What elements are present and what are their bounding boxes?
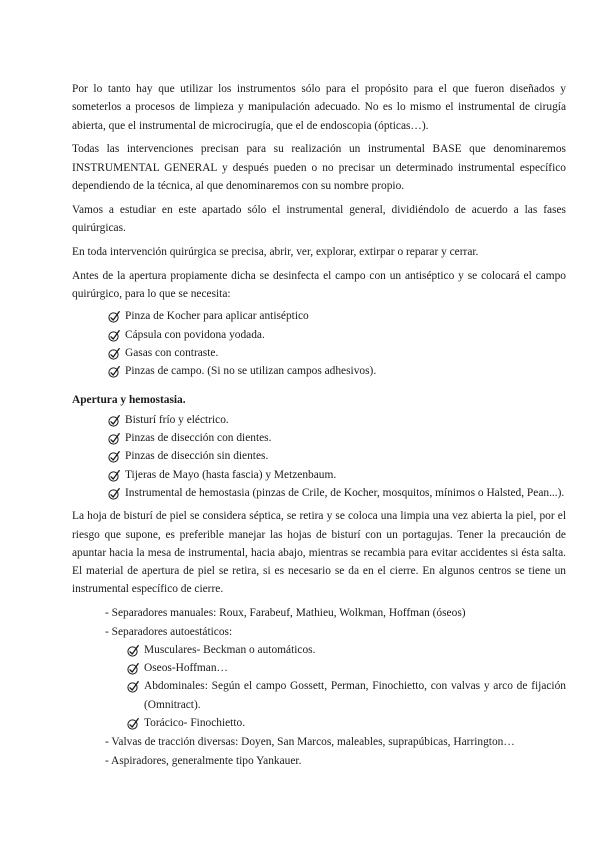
list-item (72, 344, 566, 362)
list-item (72, 714, 566, 732)
list-item-text: Bisturí frío y eléctrico. (125, 413, 229, 426)
list-item (72, 484, 566, 502)
list-self-retaining-retractors (72, 641, 566, 732)
paragraph-intro: Por lo tanto hay que utilizar los instrumentos sólo para el propósito para el que fueron diseñados y someterlos a procesos de limpieza y manipulación adecuado. No es lo mismo el instrumental de cirugía abierta, que el instrumental de microcirugía, que el de endoscopia (ópticas…). (72, 83, 566, 132)
dash-item-aspirators: - Aspiradores, generalmente tipo Yankauer. (105, 754, 302, 767)
dash-item-traction-valves: - Valvas de tracción diversas: Doyen, San Marcos, maleables, suprapúbicas, Harrington… (105, 736, 515, 749)
section-heading: Apertura y hemostasia. (72, 394, 186, 407)
list-item (72, 677, 566, 714)
circled-check-icon (108, 451, 120, 463)
list-item-text: Torácico- Finochietto. (144, 717, 246, 729)
list-item (72, 307, 566, 325)
circled-check-icon (108, 470, 120, 482)
list-item (72, 659, 566, 677)
list-item-text: Instrumental de hemostasia (pinzas de Crile, de Kocher, mosquitos, mínimos o Halsted, Pean...). (125, 486, 565, 499)
circled-check-icon (108, 488, 120, 500)
paragraph-scalpel-blade: La hoja de bisturí de piel se considera séptica, se retira y se coloca una limpia una vez abierta la piel, por el riesgo que supone, es preferible manejar las hojas de bisturí con un portagujas. Tener la precaución de apuntar hacia la mesa de instrumental, hacia abajo, mientras se recambia para evitar accidentes si ésta salta. El material de apertura de piel se retira, si es necesario se da en el cierre. En algunos centros se tiene un instrumental específico de cierre. (72, 510, 566, 596)
list-item (72, 326, 566, 344)
list-item-text: Pinza de Kocher para aplicar antiséptico (125, 310, 309, 323)
list-item (72, 447, 566, 465)
circled-check-icon (108, 348, 120, 360)
list-item-text: Pinzas de campo. (Si no se utilizan campos adhesivos). (125, 365, 377, 378)
circled-check-icon (108, 433, 120, 445)
list-item (72, 411, 566, 429)
list-item (72, 466, 566, 484)
list-item-text: Pinzas de disección sin dientes. (125, 450, 269, 463)
list-item-text: Pinzas de disección con dientes. (125, 432, 272, 445)
list-disinfection (72, 307, 566, 380)
list-item-text: Oseos-Hoffman… (144, 662, 228, 675)
dash-item-manual-retractors: - Separadores manuales: Roux, Farabeuf, Mathieu, Wolkman, Hoffman (óseos) (105, 607, 466, 620)
paragraph-study-scope: Vamos a estudiar en este apartado sólo el instrumental general, dividiéndolo de acuerdo a las fases quirúrgicas. (72, 203, 566, 235)
circled-check-icon (127, 663, 139, 675)
list-item (72, 429, 566, 447)
page-body (72, 80, 566, 770)
circled-check-icon (127, 681, 139, 693)
circled-check-icon (108, 330, 120, 342)
list-item (72, 362, 566, 380)
dash-item-self-retaining-retractors: - Separadores autoestáticos: (105, 625, 233, 638)
circled-check-icon (127, 718, 139, 730)
circled-check-icon (108, 311, 120, 323)
circled-check-icon (108, 366, 120, 378)
circled-check-icon (127, 645, 139, 657)
list-item-text: Tijeras de Mayo (hasta fascia) y Metzenbaum. (125, 468, 337, 481)
list-opening-hemostasis (72, 411, 566, 502)
list-item-text: Gasas con contraste. (125, 346, 219, 359)
list-item-text: Abdominales: Según el campo Gossett, Perman, Finochietto, con valvas y arco de fijación (Omnitract). (144, 680, 566, 711)
circled-check-icon (108, 415, 120, 427)
list-item (72, 641, 566, 659)
paragraph-disinfection: Antes de la apertura propiamente dicha se desinfecta el campo con un antiséptico y se colocará el campo quirúrgico, para lo que se necesita: (72, 269, 566, 300)
paragraph-instrumental-base: Todas las intervenciones precisan para su realización un instrumental BASE que denominaremos INSTRUMENTAL GENERAL y después pueden o no precisar un determinado instrumental específico dependiendo de la técnica, al que denominaremos con su nombre propio. (72, 143, 566, 192)
list-item-text: Cápsula con povidona yodada. (125, 328, 265, 341)
list-item-text: Musculares- Beckman o automáticos. (144, 643, 316, 656)
paragraph-surgical-phases: En toda intervención quirúrgica se precisa, abrir, ver, explorar, extirpar o reparar y cerrar. (72, 245, 479, 258)
